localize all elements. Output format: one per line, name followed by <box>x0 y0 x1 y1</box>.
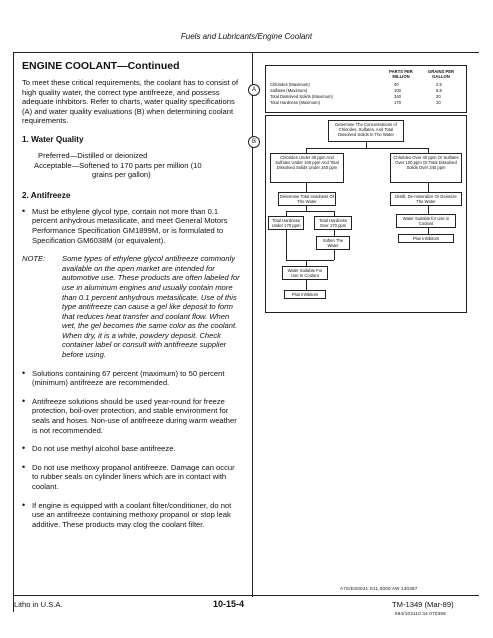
footer-page-number: 10-15-4 <box>213 599 245 609</box>
row-sulfates-name: Sulfates (Maximum) <box>270 88 308 93</box>
row-tds-name: Total Dissolved Solids (Maximum) <box>270 94 333 99</box>
footer-rule <box>13 595 479 596</box>
water-quality-heading: 1. Water Quality <box>22 134 84 144</box>
main-text-column <box>22 60 240 538</box>
row-hardness-ppm: 170 <box>394 100 401 105</box>
row-sulfates-ppm: 100 <box>394 88 401 93</box>
flow-distill-box: Distill, De-mineralize Or Deionize The Water <box>390 192 462 206</box>
flow-low-solids-box: Chlorides Under 40 ppm And Sulfates Under 100 ppm And Total Dissolved Solids Under 340 ppm <box>270 153 344 183</box>
note-label: NOTE: <box>22 254 46 264</box>
flow-top-box: Determine The Concentrations of Chlorides, Sulfates, And Total Dissolved Solids In The Water <box>328 120 404 142</box>
row-tds-gpg: 20 <box>436 94 441 99</box>
footer-manual-id: TM-1349 (Mar-89) <box>392 600 454 609</box>
note-text: Some types of ethylene glycol antifreeze commonly available on the open market are intended for automotive use. These products are often labeled for use in aluminum engines and usually contain more than 0.1 percent anhydrous metasilicate. Use of this type antifreeze can cause a gel like deposit to form that reduces heat transfer and coolant flow. When wet, the gel becomes the same color as the coolant. When dry, it is a white, powdery deposit. Check container label or consult with antifreeze supplier before using. <box>62 254 240 360</box>
section-title: ENGINE COOLANT—Continued <box>22 60 180 72</box>
flow-suitable-left-box: Water Suitable For Use In Coolant <box>282 266 328 280</box>
flow-soften-box: Soften The Water <box>316 236 350 250</box>
row-sulfates-gpg: 5.8 <box>436 88 442 93</box>
water-quality-spec-chart <box>265 65 467 113</box>
left-border-line <box>13 52 14 612</box>
connector <box>428 206 429 214</box>
acceptable-line-cont: grains per gallon) <box>92 170 151 180</box>
col-header-gpg: GRAINS PER GALLON <box>427 69 455 80</box>
row-hardness-gpg: 10 <box>436 100 441 105</box>
antifreeze-bullet-5: • Do not use methoxy propanol antifreeze. Damage can occur to rubber seals on cylinder liners which are in contact with coolant. <box>22 463 240 492</box>
chart-a-marker: A <box>248 84 260 96</box>
row-hardness-name: Total Hardness (Maximum) <box>270 100 321 105</box>
water-quality-evaluation-chart <box>265 115 467 313</box>
connector <box>428 183 429 192</box>
flow-hardness-box: Determine Total Hardness Of The Water <box>278 192 336 206</box>
antifreeze-bullet-2: • Solutions containing 67 percent (maximum) to 50 percent (minimum) antifreeze are recommended. <box>22 369 240 388</box>
connector <box>286 260 334 261</box>
flow-high-solids-box: Chlorides Over 40 ppm Or Sulfates Over 100 ppm Or Total Dissolved Solids Over 340 ppm <box>390 153 462 183</box>
doc-reference: A7S/ES0041 S11,0000 AW 130387 <box>340 586 418 591</box>
antifreeze-bullet-6: • If engine is equipped with a coolant filter/conditioner, do not use an antifreeze containing methoxy propanol or stop leak additive. These products may clog the coolant filter. <box>22 501 240 530</box>
row-chlorides-name: Chlorides (Maximum) <box>270 82 310 87</box>
connector <box>286 230 287 260</box>
footer-litho: Litho in U.S.A. <box>14 600 63 609</box>
footer-code: 584/103110 34 070389 <box>395 611 446 616</box>
antifreeze-bullet-3: • Antifreeze solutions should be used year-round for freeze protection, boil-over protection, and stable environment for seals and hoses. Non-use of antifreeze during warm weather is not recommended. <box>22 397 240 435</box>
connector <box>306 280 307 290</box>
column-divider <box>252 52 253 597</box>
flow-th-under-box: Total Hardness Under 170 ppm <box>268 216 304 230</box>
flow-inhibitors-right-box: Plus Inhibitors <box>398 234 454 243</box>
connector <box>306 183 307 192</box>
intro-paragraph: To meet these critical requirements, the coolant has to consist of high quality water, the correct type antifreeze, and possess adequate inhibitors. Refer to charts, water quality specifications (A) and water quality evaluations (B) when determining coolant requirements. <box>22 78 239 126</box>
row-tds-ppm: 340 <box>394 94 401 99</box>
flow-inhibitors-left-box: Plus Inhibitors <box>284 290 326 299</box>
water-quality-spec <box>22 151 240 180</box>
connector <box>306 148 428 149</box>
antifreeze-note <box>22 254 240 360</box>
chart-b-marker: B <box>248 136 260 148</box>
col-header-ppm: PARTS PER MILLION <box>389 69 413 80</box>
antifreeze-bullet-1: • Must be ethylene glycol type, contain not more than 0.1 percent anhydrous metasilicate, and meet General Motors Performance Specification GM1899M, or is formulated to Specification GM6038M (or equivalent). <box>22 207 240 245</box>
connector <box>286 211 334 212</box>
flow-th-over-box: Total Hardness Over 170 ppm <box>314 216 352 230</box>
antifreeze-heading: 2. Antifreeze <box>22 190 71 200</box>
antifreeze-bullet-4: • Do not use methyl alcohol base antifreeze. <box>22 444 240 454</box>
flow-suitable-right-box: Water Suitable for Use in Coolant <box>396 214 456 228</box>
preferred-line: Preferred—Distilled or deionized <box>38 150 148 160</box>
connector <box>334 250 335 260</box>
row-chlorides-gpg: 2.5 <box>436 82 442 87</box>
row-chlorides-ppm: 40 <box>394 82 399 87</box>
page-header-title: Fuels and Lubricants/Engine Coolant <box>180 32 313 41</box>
acceptable-line: Acceptable—Softened to 170 parts per million (10 <box>34 160 202 170</box>
top-rule <box>13 52 479 53</box>
